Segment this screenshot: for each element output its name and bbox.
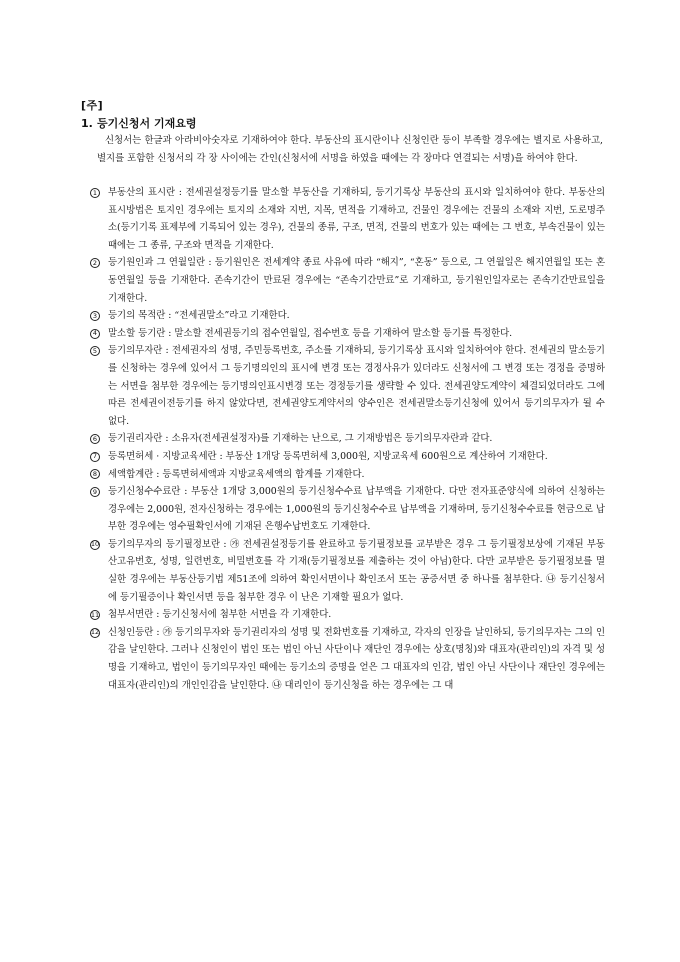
list-item	[90, 483, 605, 536]
item-text: 부동산의 표시란 : 전세권설정등기를 말소할 부동산을 기재하되, 등기기록상 부동산의 표시와 일치하여야 한다. 부동산의 표시방법은 토지인 경우에는 토지의 소재와 지번, 지목, 면적을 기재하고, 건물인 경우에는 건물의 소재와 지번, 도로명주소(등기기록 표제부에 기록되어 있는 경우), 건물의 종류, 구조, 면적, 건물의 번호가 있는 때에는 그 번호, 부속건물이 있는 때에는 그 종류, 구조와 면적을 기재한다.	[108, 187, 605, 251]
item-number-label: 4	[90, 329, 100, 339]
item-number-label: 2	[90, 258, 100, 268]
instruction-list	[90, 184, 605, 694]
list-item	[90, 430, 605, 448]
item-text: 등기원인과 그 연월일란 : 등기원인은 전세계약 종료 사유에 따라 “해지”, “혼동” 등으로, 그 연월일은 해지연월일 또는 혼동연월일 등을 기재한다. 존속기간이 만료된 경우에는 “존속기간만료”로 기재하고, 등기원인일자로는 존속기간만료일을 기재한다.	[108, 257, 605, 304]
list-item	[90, 448, 605, 466]
item-text: 등기의무자란 : 전세권자의 성명, 주민등록번호, 주소를 기재하되, 등기기록상 표시와 일치하여야 한다. 전세권의 말소등기를 신청하는 경우에 있어서 그 등기명의인의 표시에 변경 또는 경정사유가 있더라도 신청서에 그 변경 또는 경정을 증명하는 서면을 첨부한 경우에는 등기명의인표시변경 또는 경정등기를 생략할 수 있다. 전세권양도계약이 체결되었더라도 그에 따른 전세권이전등기를 하지 않았다면, 전세권양도계약서의 양수인은 전세권말소등기신청에 있어서 등기의무자가 될 수 없다.	[108, 345, 605, 427]
list-item	[90, 624, 605, 694]
item-text: 세액합계란 : 등록면허세액과 지방교육세액의 합계를 기재한다.	[108, 468, 365, 480]
item-number-label: 10	[90, 540, 100, 549]
list-item	[90, 466, 605, 484]
item-number	[90, 307, 108, 325]
item-number-label: 3	[90, 311, 100, 321]
item-text: 등기신청수수료란 : 부동산 1개당 3,000원의 등기신청수수료 납부액을 기재한다. 다만 전자표준양식에 의하여 신청하는 경우에는 2,000원, 전자신청하는 경우에는 1,000원의 등기신청수수료 납부액을 기재하며, 등기신청수수료를 현금으로 납부한 경우에는 영수필확인서에 기재된 은행수납번호도 기재한다.	[108, 486, 605, 533]
item-number-label: 8	[90, 469, 100, 479]
section-title: 등기신청서 기재요령	[97, 117, 197, 130]
item-number	[90, 325, 108, 343]
list-item	[90, 307, 605, 325]
item-text: 등기의 목적란 : “전세권말소”라고 기재한다.	[108, 310, 290, 322]
item-number-label: 7	[90, 452, 100, 462]
item-number-label: 5	[90, 346, 100, 356]
list-item	[90, 606, 605, 624]
item-text: 등기의무자의 등기필정보란 : ㉮ 전세권설정등기를 완료하고 등기필정보를 교부받은 경우 그 등기필정보상에 기재된 부동산고유번호, 성명, 일련번호, 비밀번호를 각 기재(등기필정보를 제출하는 것이 아님)한다. 다만 교부받은 등기필정보를 멸실한 경우에는 부동산등기법 제51조에 의하여 확인서면이나 확인조서 또는 공증서면 중 하나를 첨부한다. ㉯ 등기신청서에 등기필증이나 확인서면 등을 첨부한 경우 이 난은 기재할 필요가 없다.	[108, 538, 605, 603]
item-number	[90, 606, 108, 624]
item-number	[90, 184, 108, 202]
item-number-label: 12	[90, 628, 100, 637]
item-number	[90, 624, 108, 642]
list-item	[90, 325, 605, 343]
list-item	[90, 184, 605, 254]
list-item	[90, 254, 605, 307]
list-item	[90, 536, 605, 606]
item-number-label: 9	[90, 487, 100, 497]
item-number	[90, 466, 108, 484]
item-number	[90, 483, 108, 501]
item-number-label: 1	[90, 188, 100, 198]
item-number	[90, 254, 108, 272]
item-number	[90, 536, 108, 554]
intro-paragraph: 신청서는 한글과 아라비아숫자로 기재하여야 한다. 부동산의 표시란이나 신청인란 등이 부족할 경우에는 별지로 사용하고, 별지를 포함한 신청서의 각 장 사이에는 간인(신청서에 서명을 하였을 때에는 각 장마다 연결되는 서명)을 하여야 한다.	[97, 135, 603, 164]
item-text: 신청인등란 : ㉮ 등기의무자와 등기권리자의 성명 및 전화번호를 기재하고, 각자의 인장을 날인하되, 등기의무자는 그의 인감을 날인한다. 그러나 신청인이 법인 또는 법인 아닌 사단이나 재단인 경우에는 상호(명칭)와 대표자(관리인)의 자격 및 성명을 기재하고, 법인이 등기의무자인 때에는 등기소의 증명을 얻은 그 대표자의 인감, 법인 아닌 사단이나 재단인 경우에는 대표자(관리인)의 개인인감을 날인한다. ㉯ 대리인이 등기신청을 하는 경우에는 그 대	[108, 626, 606, 691]
item-text: 첨부서면란 : 등기신청서에 첨부한 서면을 각 기재한다.	[108, 609, 332, 621]
item-text: 등기권리자란 : 소유자(전세권설정자)를 기재하는 난으로, 그 기재방법은 등기의무자란과 같다.	[108, 433, 493, 445]
section-heading	[81, 115, 196, 131]
item-number-label: 11	[90, 610, 100, 619]
item-text: 등록면허세 · 지방교육세란 : 부동산 1개당 등록면허세 3,000원, 지방교육세 600원으로 계산하여 기재한다.	[108, 450, 548, 462]
list-item	[90, 342, 605, 430]
section-number: 1.	[81, 117, 93, 130]
item-number	[90, 448, 108, 466]
item-text: 말소할 등기란 : 말소할 전세권등기의 접수연월일, 접수번호 등을 기재하여 말소할 등기를 특정한다.	[108, 327, 513, 339]
item-number	[90, 342, 108, 360]
note-tag: [주]	[81, 99, 104, 112]
item-number-label: 6	[90, 434, 100, 444]
item-number	[90, 430, 108, 448]
